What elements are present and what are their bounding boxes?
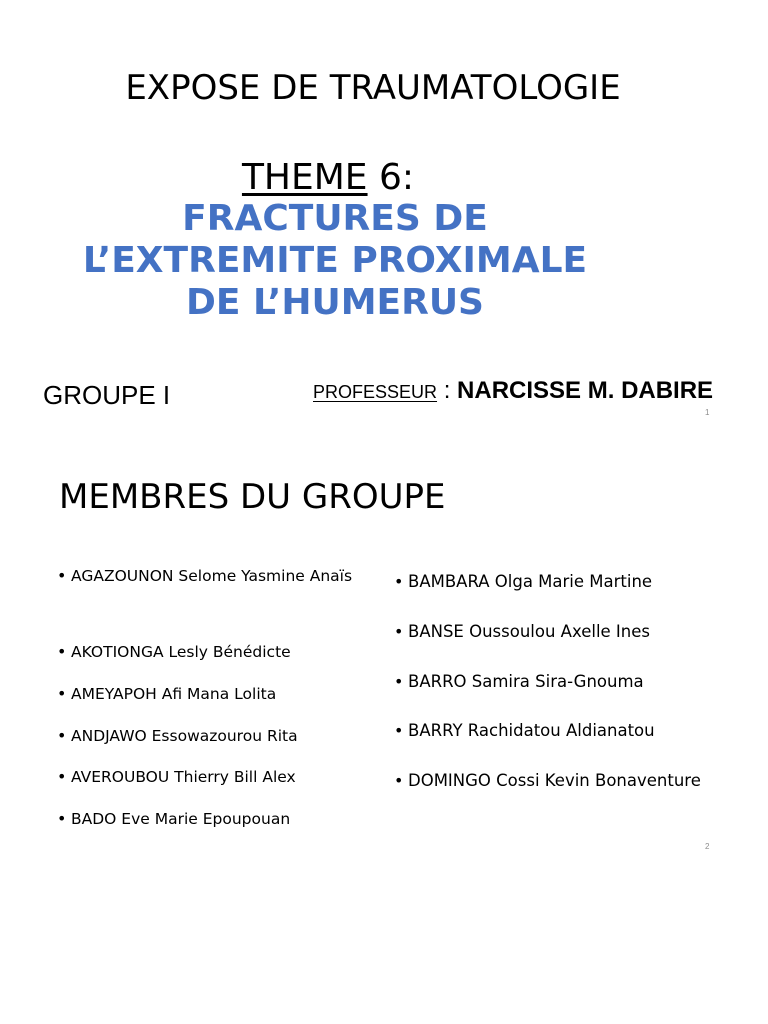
list-item — [57, 808, 290, 830]
bullet-icon: • — [57, 642, 67, 661]
list-item — [394, 621, 650, 643]
member-name: BARRY Rachidatou Aldianatou — [408, 721, 655, 740]
bullet-icon: • — [57, 684, 67, 703]
member-name: AMEYAPOH Afi Mana Lolita — [71, 685, 277, 703]
bullet-icon: • — [394, 622, 404, 641]
bullet-icon: • — [394, 572, 404, 591]
professor-label: PROFESSEUR — [313, 382, 438, 402]
presentation-title — [0, 198, 670, 324]
member-name: ANDJAWO Essowazourou Rita — [71, 727, 298, 745]
list-item — [394, 720, 655, 742]
list-item — [394, 571, 652, 593]
bullet-icon: • — [57, 767, 67, 786]
list-item — [57, 725, 298, 747]
page-number: 2 — [705, 842, 710, 851]
presentation-header: EXPOSE DE TRAUMATOLOGIE — [125, 68, 621, 108]
theme-label: THEME — [241, 157, 368, 198]
member-name: AKOTIONGA Lesly Bénédicte — [71, 643, 291, 661]
theme-number: 6: — [367, 157, 415, 198]
member-name: AGAZOUNON Selome Yasmine Anaïs — [71, 567, 353, 585]
professor-name: NARCISSE M. DABIRE — [457, 377, 714, 404]
title-line: DE L’HUMERUS — [185, 282, 484, 323]
member-name: BAMBARA Olga Marie Martine — [408, 572, 653, 591]
list-item — [57, 641, 291, 663]
professor-line — [313, 374, 713, 411]
bullet-icon: • — [394, 771, 404, 790]
list-item — [57, 683, 276, 705]
list-item — [394, 671, 644, 693]
title-line: FRACTURES DE — [182, 198, 488, 239]
bullet-icon: • — [57, 566, 67, 585]
list-item — [57, 766, 296, 788]
members-title: MEMBRES DU GROUPE — [59, 477, 446, 517]
page-number: 1 — [705, 408, 710, 417]
bullet-icon: • — [394, 721, 404, 740]
group-label: GROUPE I — [43, 380, 171, 410]
bullet-icon: • — [394, 672, 404, 691]
list-item — [57, 565, 352, 587]
member-name: BARRO Samira Sira-Gnouma — [408, 672, 644, 691]
theme-line — [0, 156, 656, 200]
professor-separator: : — [437, 377, 458, 404]
member-name: AVEROUBOU Thierry Bill Alex — [71, 768, 296, 786]
member-name: BANSE Oussoulou Axelle Ines — [408, 622, 650, 641]
bullet-icon: • — [57, 726, 67, 745]
member-name: BADO Eve Marie Epoupouan — [71, 810, 291, 828]
member-name: DOMINGO Cossi Kevin Bonaventure — [408, 771, 701, 790]
bullet-icon: • — [57, 809, 67, 828]
list-item — [394, 770, 701, 792]
title-line: L’EXTREMITE PROXIMALE — [82, 240, 588, 281]
